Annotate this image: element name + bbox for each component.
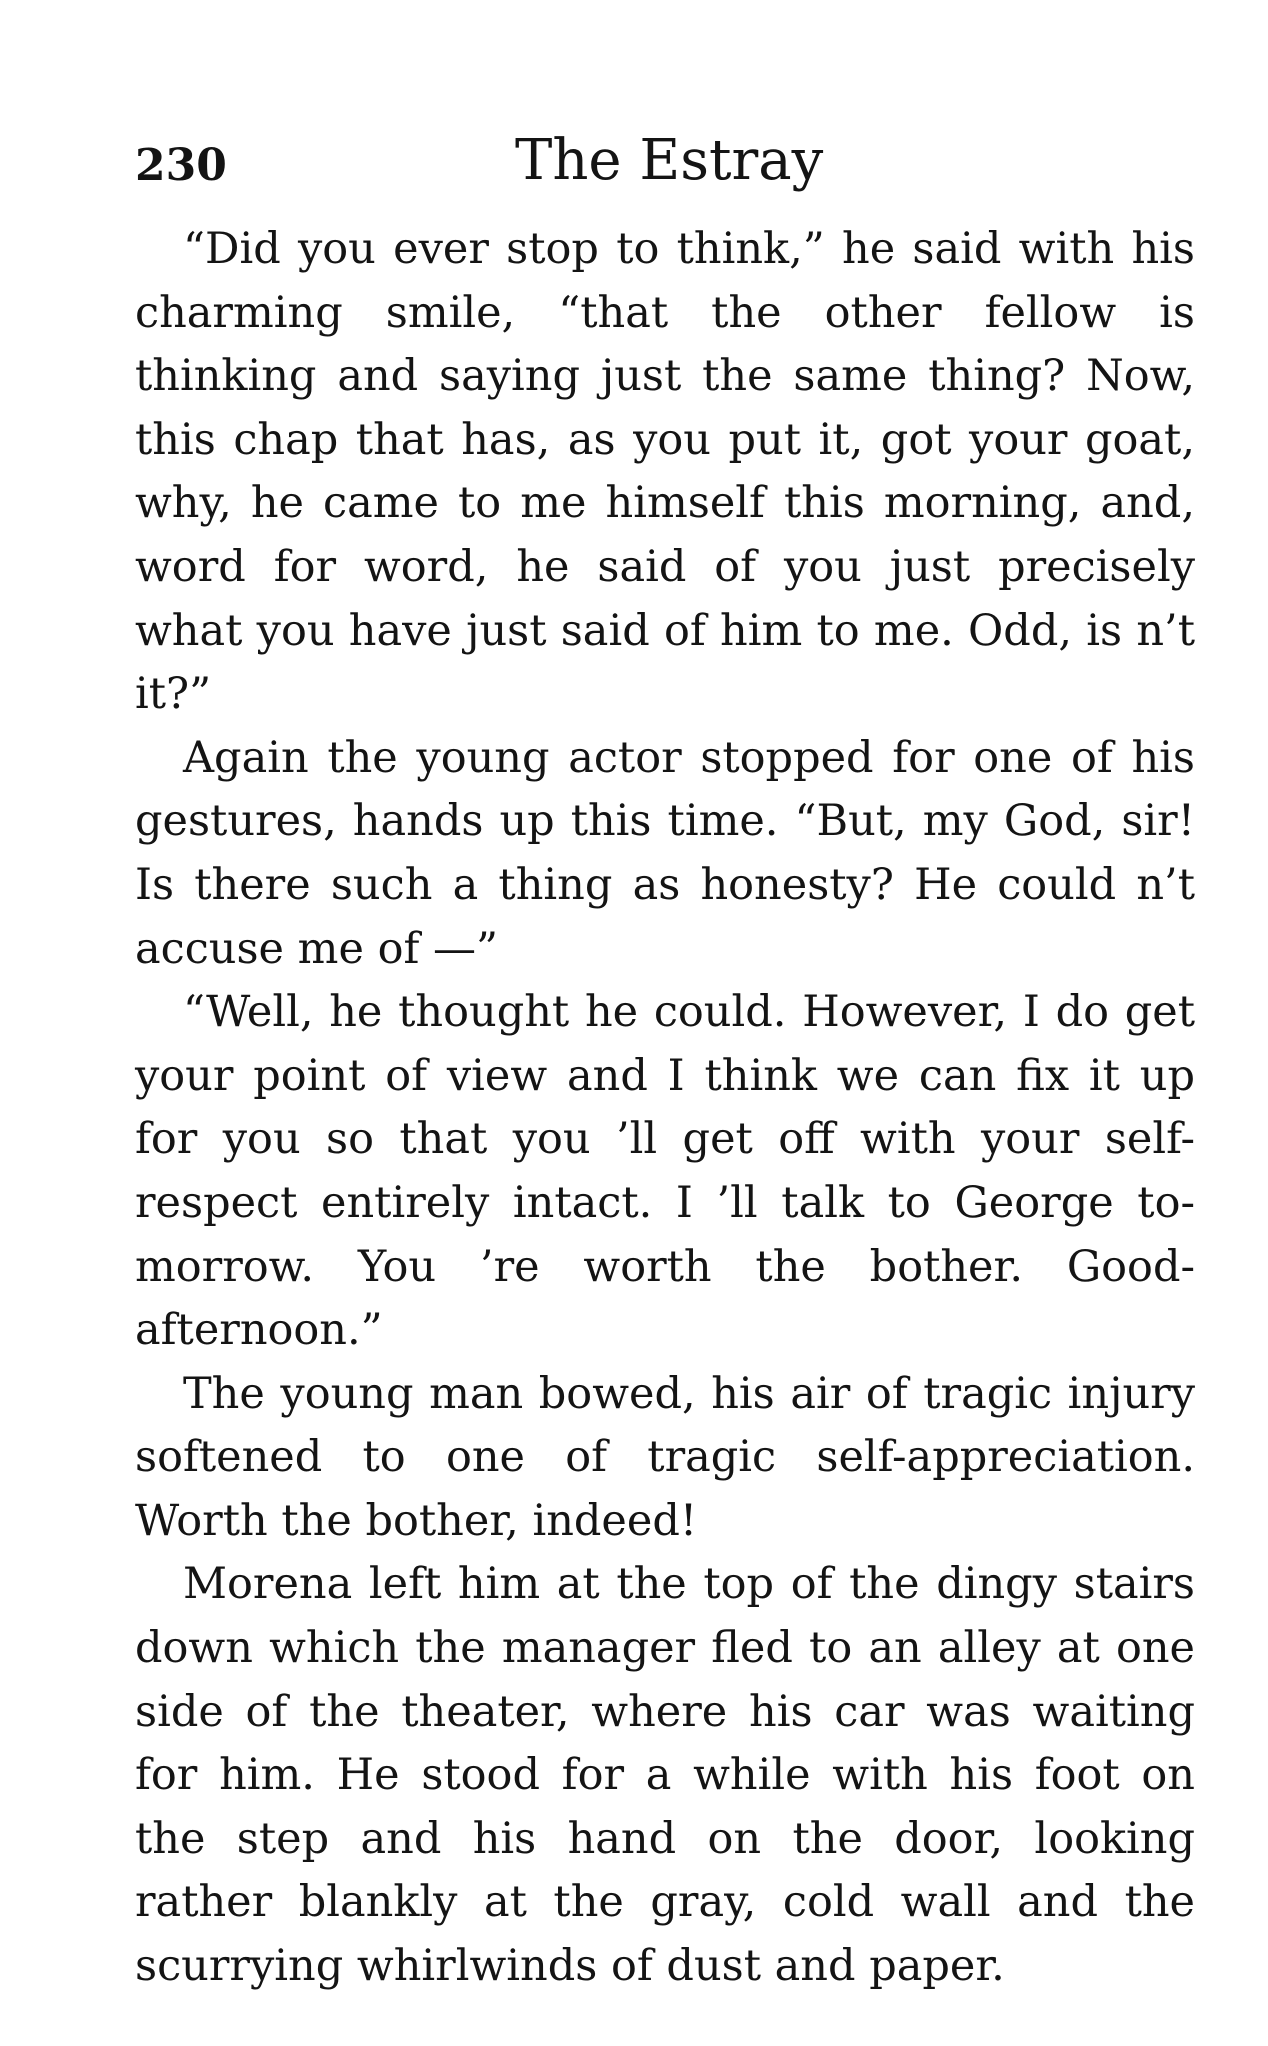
page-header xyxy=(135,128,1190,208)
paragraph: Morena left him at the top of the dingy stairs down which the manager fled to an alley at one side of the theater, where his car was waiting for him. He stood for a while with his foot on the step and his hand on the door, looking rather blankly at the gray, cold wall and the scurrying whirlwinds of dust and paper. xyxy=(135,1559,1195,1992)
paragraph: “Well, he thought he could. However, I do get your point of view and I think we can fix it up for you so that you ’ll get off with your self-respect entirely intact. I ’ll talk to George to-morrow. You ’re worth the bother. Good-afternoon.” xyxy=(135,987,1195,1356)
paragraph: “Did you ever stop to think,” he said with his charming smile, “that the other fellow is thinking and saying just the same thing? Now, this chap that has, as you put it, got your goat, why, he came to me himself this morning, and, word for word, he said of you just precisely what you have just said of him to me. Odd, is n’t it?” xyxy=(135,224,1195,720)
paragraph: Again the young actor stopped for one of his gestures, hands up this time. “But, my God, sir! Is there such a thing as honesty? He could n’t accuse me of —” xyxy=(135,732,1195,974)
running-title: The Estray xyxy=(515,128,824,193)
paragraph: The young man bowed, his air of tragic injury softened to one of tragic self-appreciation. Worth the bother, indeed! xyxy=(135,1368,1195,1546)
body-text xyxy=(135,218,1195,1999)
page-number: 230 xyxy=(135,140,227,191)
